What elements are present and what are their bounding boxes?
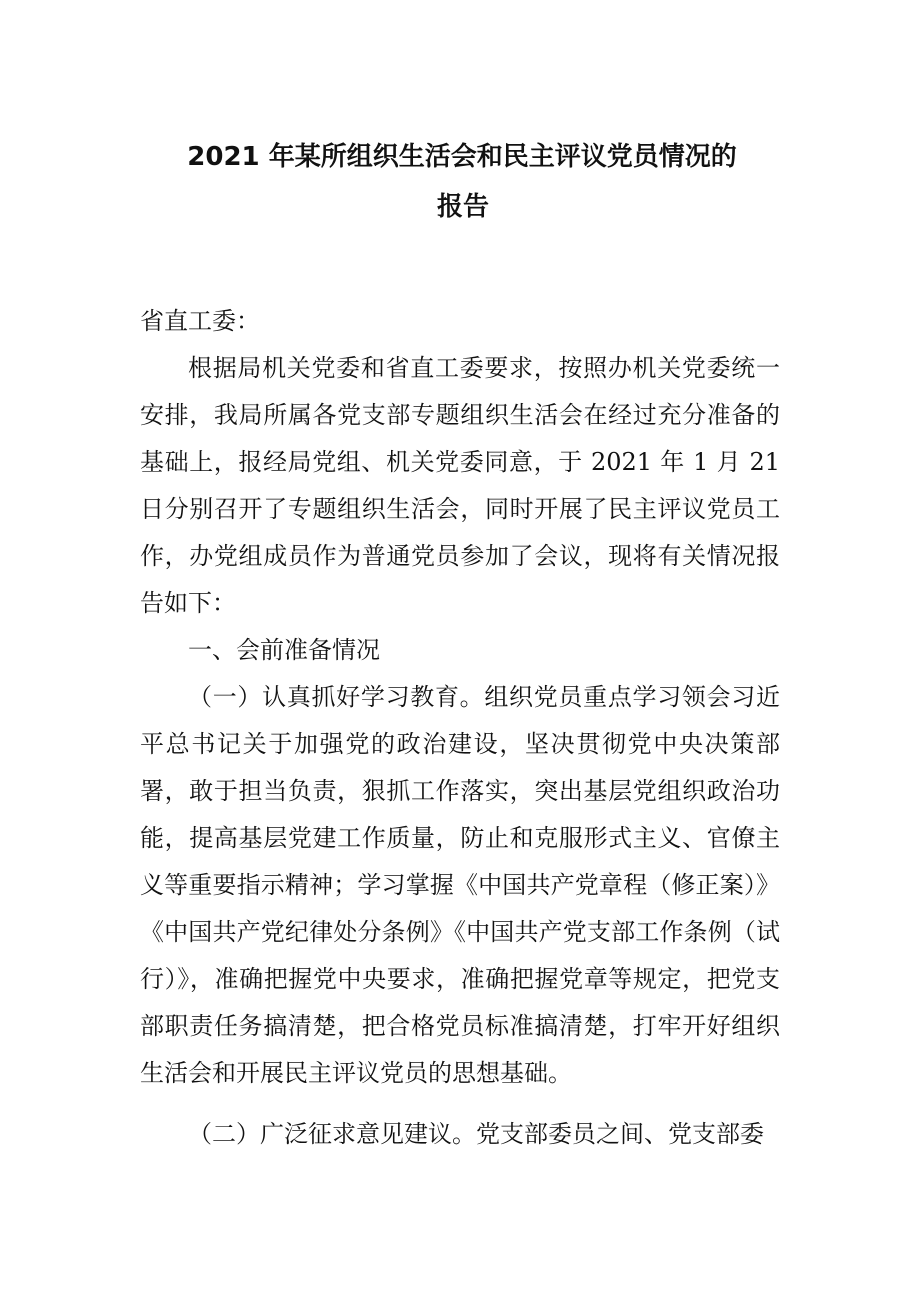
document-title xyxy=(140,132,780,232)
title-line-1: 2021 年某所组织生活会和民主评议党员情况的 xyxy=(187,142,737,172)
salutation: 省直工委： xyxy=(140,307,260,335)
section-heading-1: 一、会前准备情况 xyxy=(188,636,380,664)
paragraph-intro: 根据局机关党委和省直工委要求，按照办机关党委统一安排，我局所属各党支部专题组织生活会在经过充分准备的基础上，报经局党组、机关党委同意，于 2021 年 1 月 21 日分别召开了专题组织生活会，同时开展了民主评议党员工作，办党组成员作为普通党员参加了会议，现将有关情况报告如下： xyxy=(140,354,780,617)
document-body xyxy=(140,298,780,1158)
paragraph-study-education: （一）认真抓好学习教育。组织党员重点学习领会习近平总书记关于加强党的政治建设，坚决贯彻党中央决策部署，敢于担当负责，狠抓工作落实，突出基层党组织政治功能，提高基层党建工作质量，防止和克服形式主义、官僚主义等重要指示精神；学习掌握《中国共产党章程（修正案）》《中国共产党纪律处分条例》《中国共产党支部工作条例（试行）》，准确把握党中央要求，准确把握党章等规定，把党支部职责任务搞清楚，把合格党员标准搞清楚，打牢开好组织生活会和开展民主评议党员的思想基础。 xyxy=(140,683,780,1087)
title-line-2: 报告 xyxy=(436,192,489,222)
paragraph-solicit-opinions: （二）广泛征求意见建议。党支部委员之间、党支部委 xyxy=(188,1120,764,1148)
